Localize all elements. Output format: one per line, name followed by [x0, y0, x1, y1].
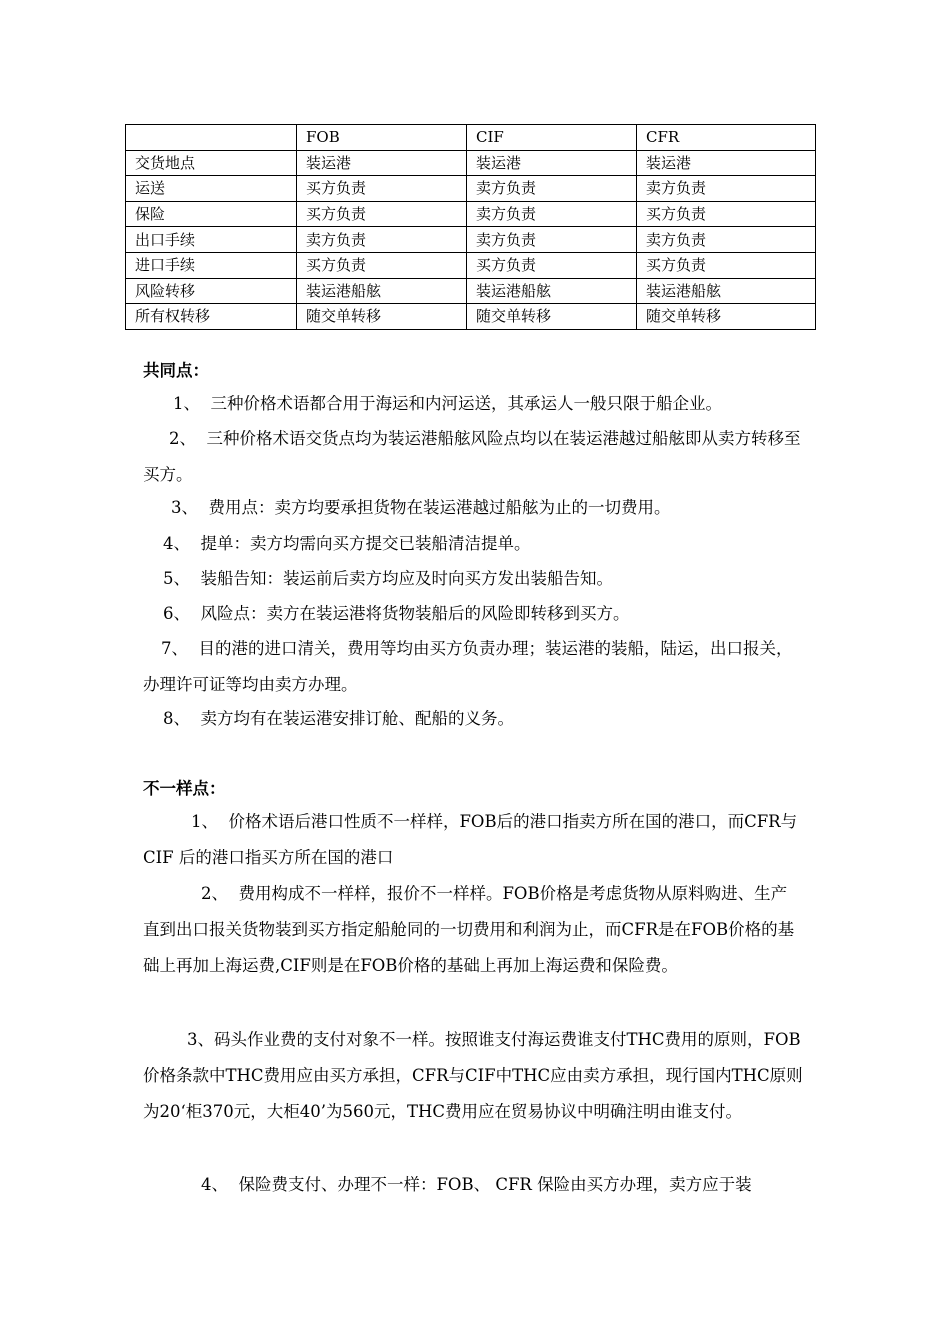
table-cell: 装运港 — [297, 150, 467, 176]
common-point-3: 3、 费用点：卖方均要承担货物在装运港越过船舷为止的一切费用。 — [171, 498, 671, 517]
table-cell: 随交单转移 — [467, 304, 637, 330]
common-points-heading: 共同点： — [143, 361, 209, 380]
common-point-5: 5、 装船告知：装运前后卖方均应及时向买方发出装船告知。 — [163, 569, 613, 588]
table-cell: 装运港船舷 — [297, 278, 467, 304]
table-cell: 买方负责 — [297, 252, 467, 278]
table-header-cell: CIF — [467, 125, 637, 151]
table-cell: 风险转移 — [126, 278, 297, 304]
table-cell: 随交单转移 — [297, 304, 467, 330]
table-header-cell: FOB — [297, 125, 467, 151]
table-header-cell — [126, 125, 297, 151]
table-cell: 出口手续 — [126, 227, 297, 253]
table-cell: 卖方负责 — [297, 227, 467, 253]
table-cell: 卖方负责 — [467, 201, 637, 227]
comparison-table — [125, 124, 816, 330]
table-row — [126, 176, 816, 202]
table-cell: 买方负责 — [297, 201, 467, 227]
table-cell: 进口手续 — [126, 252, 297, 278]
table-cell: 装运港船舷 — [637, 278, 816, 304]
common-point-6: 6、 风险点：卖方在装运港将货物装船后的风险即转移到买方。 — [163, 604, 630, 623]
table-cell: 卖方负责 — [637, 176, 816, 202]
table-cell: 随交单转移 — [637, 304, 816, 330]
table-cell: 装运港 — [637, 150, 816, 176]
common-point-1: 1、 三种价格术语都合用于海运和内河运送，其承运人一般只限于船企业。 — [173, 394, 722, 413]
common-point-2: 2、 三种价格术语交货点均为装运港船舷风险点均以在装运港越过船舷即从卖方转移至买方。 — [143, 429, 801, 484]
table-cell: 买方负责 — [297, 176, 467, 202]
table-cell: 卖方负责 — [467, 176, 637, 202]
different-point-2: 2、 费用构成不一样样，报价不一样样。FOB价格是考虑货物从原料购进、生产直到出口报关货物装到买方指定船舱同的一切费用和利润为止，而CFR是在FOB价格的基础上再加上海运费,CIF则是在FOB价格的基础上再加上海运费和保险费。 — [143, 884, 795, 975]
table-cell: 卖方负责 — [637, 227, 816, 253]
table-cell: 卖方负责 — [467, 227, 637, 253]
table-header-cell: CFR — [637, 125, 816, 151]
different-point-4: 4、 保险费支付、办理不一样：FOB、 CFR 保险由买方办理，卖方应于装 — [201, 1175, 752, 1194]
table-row — [126, 227, 816, 253]
table-row — [126, 252, 816, 278]
table-row — [126, 201, 816, 227]
different-point-1: 1、 价格术语后港口性质不一样样，FOB后的港口指卖方所在国的港口，而CFR与CIF 后的港口指买方所在国的港口 — [143, 812, 798, 867]
table-cell: 装运港 — [467, 150, 637, 176]
different-point-3: 3、码头作业费的支付对象不一样。按照谁支付海运费谁支付THC费用的原则，FOB价格条款中THC费用应由买方承担，CFR与CIF中THC应由卖方承担，现行国内THC原则为20‘柜370元，大柜40’为560元，THC费用应在贸易协议中明确注明由谁支付。 — [143, 1030, 803, 1121]
common-point-4: 4、 提单：卖方均需向买方提交已装船清洁提单。 — [163, 534, 531, 553]
table-cell: 买方负责 — [637, 252, 816, 278]
table-cell: 所有权转移 — [126, 304, 297, 330]
common-point-7: 7、 目的港的进口清关，费用等均由买方负责办理；装运港的装船，陆运，出口报关，办理许可证等均由卖方办理。 — [143, 639, 793, 694]
table-cell: 买方负责 — [467, 252, 637, 278]
table-row — [126, 278, 816, 304]
table-cell: 保险 — [126, 201, 297, 227]
common-point-8: 8、 卖方均有在装运港安排订舱、配船的义务。 — [163, 709, 514, 728]
table-header-row — [126, 125, 816, 151]
table-cell: 买方负责 — [637, 201, 816, 227]
table-row — [126, 304, 816, 330]
table-cell: 交货地点 — [126, 150, 297, 176]
different-points-heading: 不一样点： — [143, 779, 226, 798]
table-cell: 运送 — [126, 176, 297, 202]
table-cell: 装运港船舷 — [467, 278, 637, 304]
table-row — [126, 150, 816, 176]
